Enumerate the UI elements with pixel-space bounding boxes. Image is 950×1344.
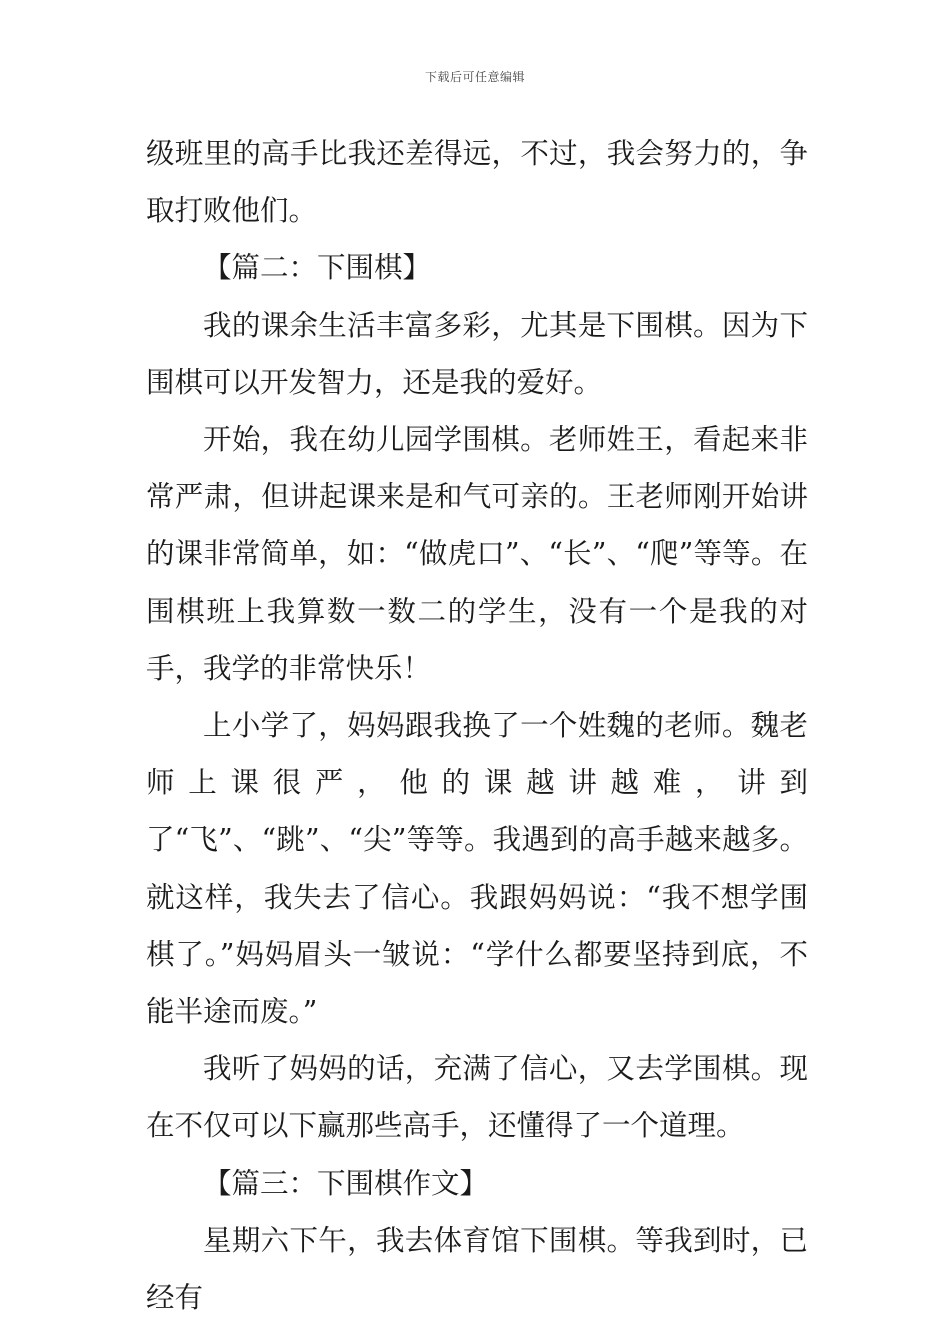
paragraph: 我的课余生活丰富多彩，尤其是下围棋。因为下围棋可以开发智力，还是我的爱好。 [146, 308, 808, 399]
section-heading: 【篇二：下围棋】 [203, 251, 432, 285]
paragraph: 星期六下午，我去体育馆下围棋。等我到时，已经有 [146, 1223, 808, 1315]
section-heading: 【篇三：下围棋作文】 [203, 1166, 489, 1200]
document-body [146, 125, 808, 1326]
paragraph: 开始，我在幼儿园学围棋。老师姓王，看起来非常严肃，但讲起课来是和气可亲的。王老师刚开始讲的课非常简单，如：“做虎口”、“长”、“爬”等等。在围棋班上我算数一数二的学生，没有一个是我的对手，我学的非常快乐！ [146, 423, 809, 685]
header-note: 下载后可任意编辑 [424, 70, 525, 84]
paragraph: 级班里的高手比我还差得远，不过，我会努力的，争取打败他们。 [146, 137, 808, 228]
paragraph: 我听了妈妈的话，充满了信心，又去学围棋。现在不仅可以下赢那些高手，还懂得了一个道理。 [146, 1052, 808, 1143]
paragraph: 上小学了，妈妈跟我换了一个姓魏的老师。魏老师上课很严，他的课越讲越难，讲到了“飞”、“跳”、“尖”等等。我遇到的高手越来越多。就这样，我失去了信心。我跟妈妈说：“我不想学围棋了。”妈妈眉头一皱说：“学什么都要坚持到底，不能半途而废。” [146, 709, 808, 1029]
